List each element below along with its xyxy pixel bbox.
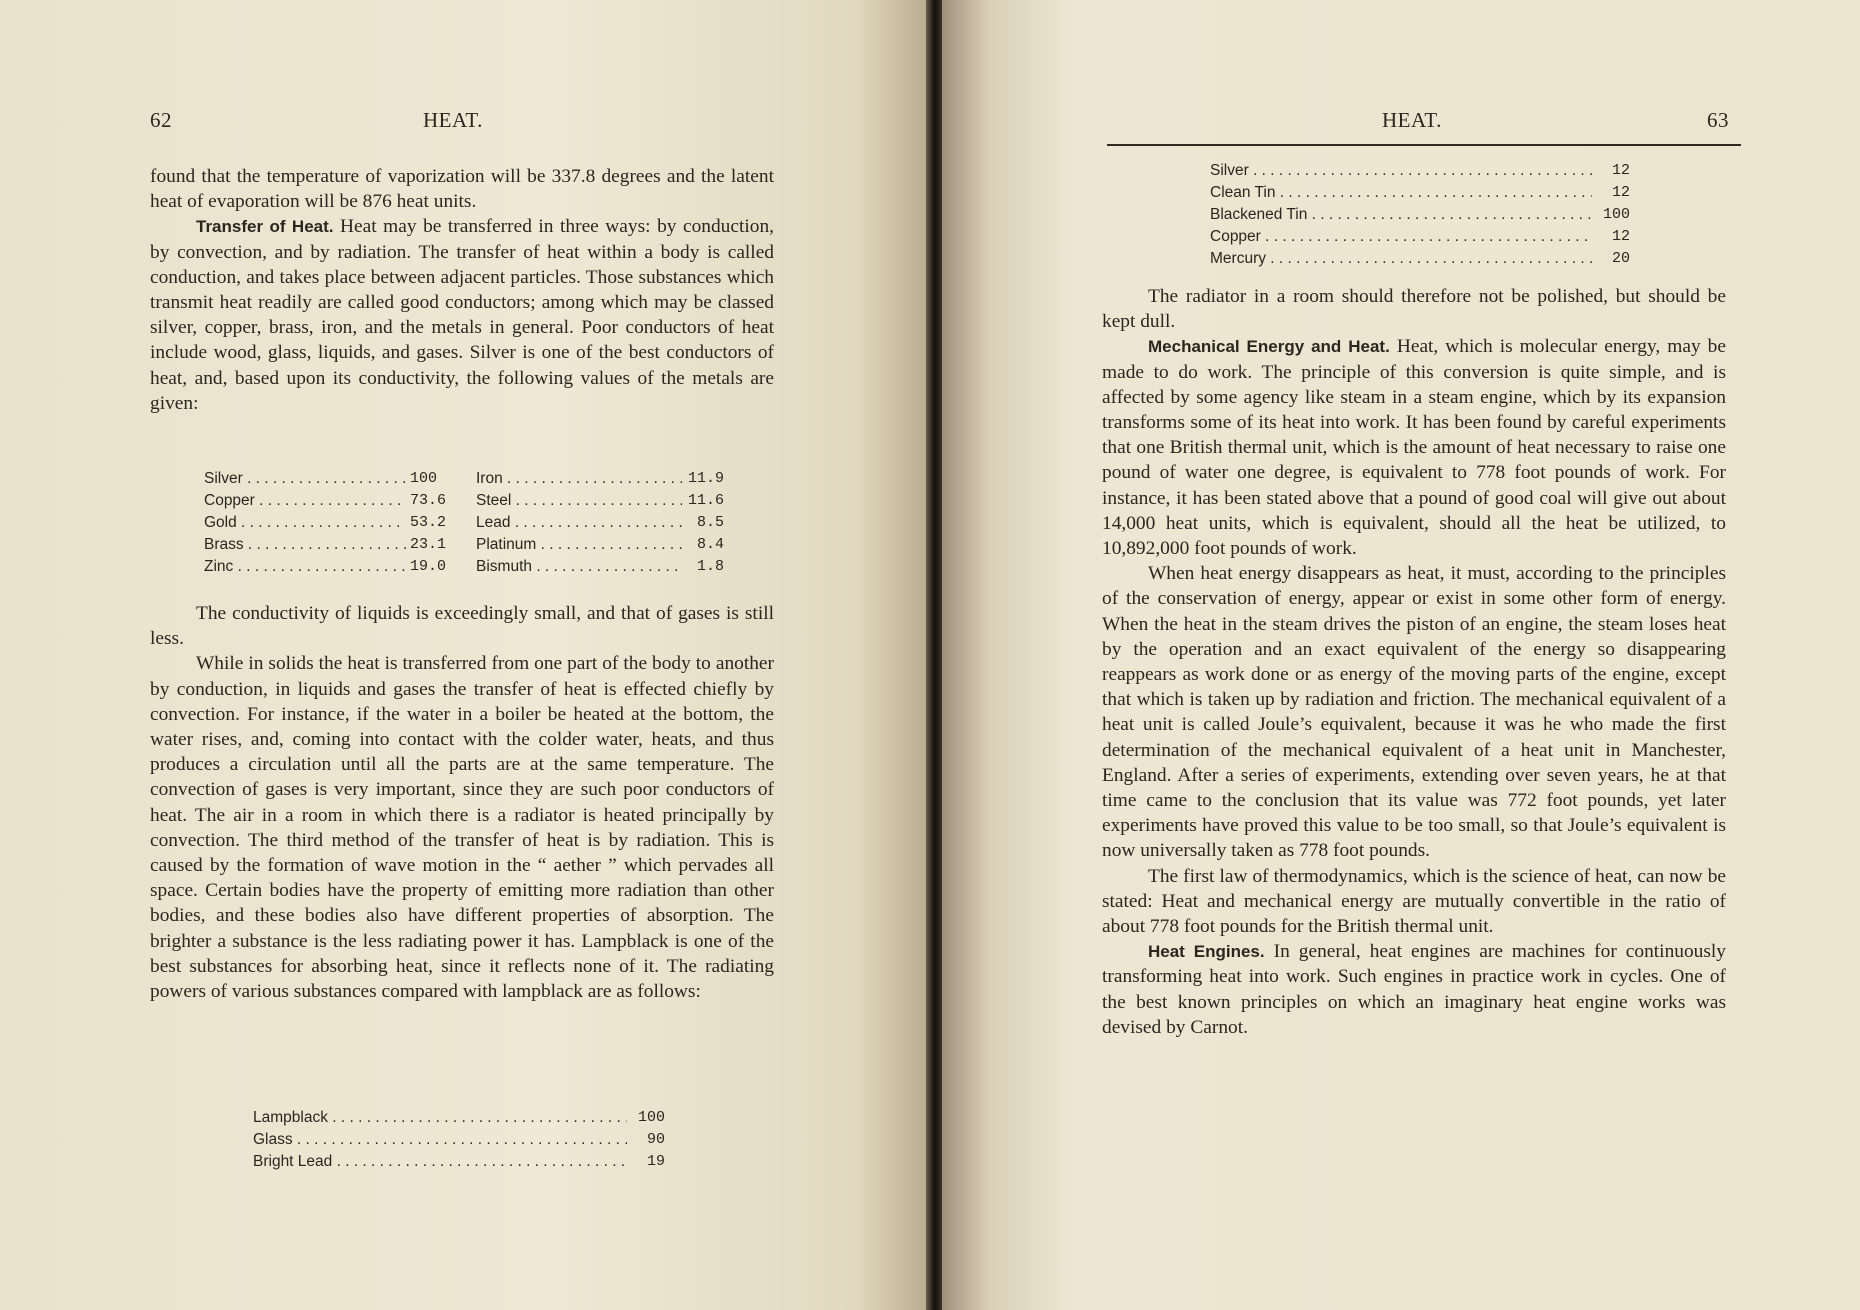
left-page [0,0,928,1310]
table-cell-value: 100 [410,470,438,487]
table-row [204,490,725,512]
paragraph [150,214,774,416]
header-rule [1107,144,1741,146]
left-text-top [150,164,774,416]
table-row [1210,226,1630,248]
page-number: 63 [1707,108,1729,132]
table-cell-name: Iron . . . [476,468,682,490]
table-row [1210,160,1630,182]
table-cell-name: Clean Tin . . . [1210,182,1592,204]
paragraph: When heat energy disappears as heat, it must, according to the principles of the conservation of energy, appear or exist in some other form of energy. When the heat in the steam drives the piston of an engine, the steam loses heat by the operation and an exact equivalent of the energy so disappearing reappears as work done or as energy of the moving parts of the engine, except that which is taken up by radiation and friction. The mechanical equivalent of a heat unit is called Joule’s equivalent, because it was he who made the first determination of the mechanical equivalent of a heat unit in Manchester, England. After a series of experiments, extending over seven years, he at that time came to the conclusion that its value was 772 foot pounds, yet later experiments have proved this value to be too small, so that Joule’s equivalent is now universally taken as 778 foot pounds. [1102,563,1726,862]
table-cell-name: Mercury . . . [1210,248,1592,270]
paragraph: The first law of thermodynamics, which is the science of heat, can now be stated: Heat and mechanical energy are mutually convertible in the ratio of about 778 foot pounds for the British thermal unit. [1102,865,1726,938]
table-cell-value: 11.9 [687,470,724,487]
table-cell-value: 100 [637,1109,665,1126]
table-cell-name: Silver . . . [204,468,406,490]
table-cell-name: Blackened Tin . . . [1210,204,1592,226]
table-row [204,534,725,556]
table-cell-value: 12 [1611,184,1630,201]
table-cell-value: 20 [1611,250,1630,267]
table-cell-value: 19.0 [410,558,447,575]
paragraph-text: In general, heat engines are machines for continuously transforming heat into work. Such engines in practice work in cycles. One of the best known principles on which an imaginary heat engine works was devised by Carnot. [1102,941,1726,1038]
paragraph-text: Heat may be transferred in three ways: by conduction, by convection, and by radiation. The transfer of heat within a body is called conduction, and takes place between adjacent particles. Those substances which transmit heat readily are called good conductors; among which may be classed silver, copper, brass, iron, and the metals in general. Poor conductors of heat include wood, glass, liquids, and gases. Silver is one of the best conductors of heat, and, based upon its conductivity, the following values of the metals are given: [150,216,774,414]
table-cell-value: 19 [646,1153,665,1170]
table-cell-value: 100 [1602,206,1630,223]
section-heading: Heat Engines. [1148,942,1265,962]
page-number: 62 [150,108,172,132]
right-text [1102,284,1726,1040]
table-cell-value: 8.4 [697,536,725,553]
table-cell-name: Bright Lead . . . [253,1151,627,1173]
paragraph-text: Heat, which is molecular energy, may be made to do work. The principle of this conversion is quite simple, and is affected by some agency like steam in a steam engine, which by its expansion transforms some of its heat into work. It has been found by careful experiments that one British thermal unit, which is the amount of heat necessary to raise one pound of water one degree, is equivalent to 778 foot pounds of work. For instance, it has been stated above that a pound of good coal will give out about 14,000 heat units, which is equivalent, should all the heat be utilized, to 10,892,000 foot pounds of work. [1102,336,1726,560]
table-cell-value: 73.6 [410,492,447,509]
table-cell-name: Gold . . . [204,512,406,534]
table-cell-name: Lampblack . . . [253,1107,627,1129]
table-cell-name: Copper . . . [1210,226,1592,248]
paragraph: The radiator in a room should therefore not be polished, but should be kept dull. [1102,286,1726,333]
table-cell-name: Glass . . . [253,1129,627,1151]
table-cell-value: 90 [646,1131,665,1148]
table-row [1210,204,1630,226]
table-row [204,468,724,490]
table-row [1210,248,1630,270]
table-cell-value: 8.5 [697,514,725,531]
table-cell-name: Silver . . . [1210,160,1592,182]
running-head: HEAT. [423,108,483,132]
table-row [204,556,725,578]
table-cell-name: Brass . . . [204,534,406,556]
table-cell-name: Copper . . . [204,490,406,512]
radiating-table [253,1107,665,1173]
table-row [204,512,725,534]
table-row [253,1129,665,1151]
table-cell-value: 1.8 [697,558,725,575]
table-cell-value: 53.2 [410,514,447,531]
paragraph [1102,334,1726,561]
section-heading: Transfer of Heat. [196,217,334,237]
table-row [1210,182,1630,204]
table-cell-value: 12 [1611,228,1630,245]
section-heading: Mechanical Energy and Heat. [1148,337,1390,357]
table-cell-name: Lead . . . [476,512,682,534]
table-cell-name: Platinum . . . [476,534,682,556]
table-cell-name: Steel . . . [476,490,682,512]
conductivity-table [204,468,725,578]
paragraph: found that the temperature of vaporization will be 337.8 degrees and the latent heat of evaporation will be 876 heat units. [150,166,774,213]
right-page [942,0,1860,1310]
left-text-bottom [150,601,774,1004]
table-cell-name: Bismuth . . . [476,556,682,578]
table-row [253,1151,665,1173]
running-head: HEAT. [1382,108,1442,132]
table-cell-name: Zinc . . . [204,556,406,578]
table-row [253,1107,665,1129]
paragraph: While in solids the heat is transferred from one part of the body to another by conduction, in liquids and gases the transfer of heat is effected chiefly by convection. For instance, if the water in a boiler be heated at the bottom, the water rises, and, coming into contact with the colder water, heats, and thus produces a circulation until all the parts are at the same temperature. The convection of gases is very important, since they are such poor conductors of heat. The air in a room in which there is a radiator is heated principally by convection. The third method of the transfer of heat is by radiation. This is caused by the formation of wave motion in the “ aether ” which pervades all space. Certain bodies have the property of emitting more radiation than other bodies, and these bodies also have different properties of absorption. The brighter a substance is the less radiating power it has. Lampblack is one of the best substances for absorbing heat, since it reflects none of it. The radiating powers of various substances compared with lampblack are as follows: [150,653,774,1003]
paragraph: The conductivity of liquids is exceedingly small, and that of gases is still less. [150,603,774,650]
table-cell-value: 11.6 [688,492,725,509]
table-cell-value: 23.1 [410,536,447,553]
radiating-table-continued [1210,160,1630,270]
table-cell-value: 12 [1611,162,1630,179]
paragraph [1102,939,1726,1040]
